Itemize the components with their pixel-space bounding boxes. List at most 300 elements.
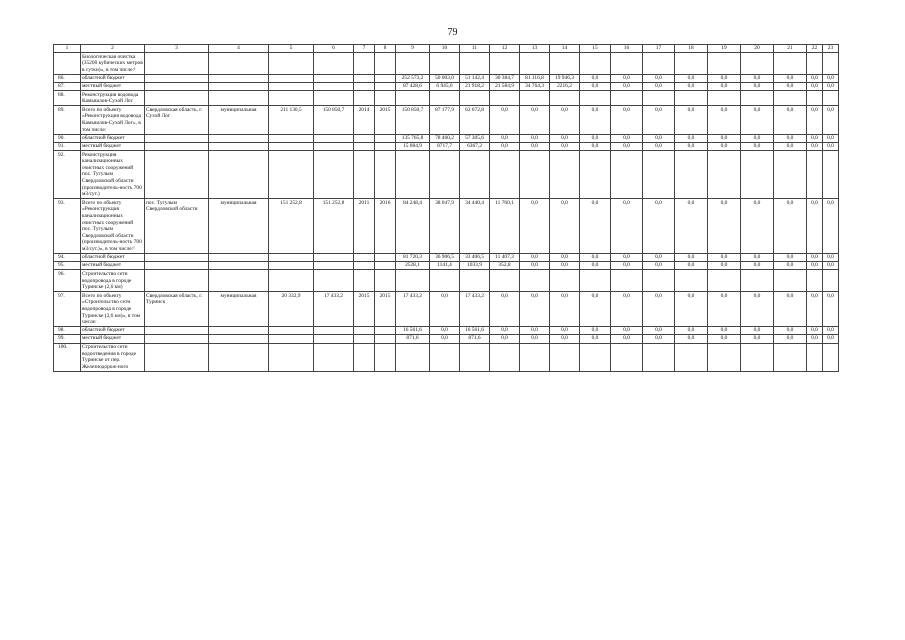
table-cell: 0,0 bbox=[580, 262, 611, 270]
table-cell bbox=[145, 327, 209, 335]
table-cell bbox=[314, 74, 354, 82]
table-cell bbox=[145, 134, 209, 142]
table-cell bbox=[611, 270, 643, 292]
table-cell: 34 440,4 bbox=[460, 199, 490, 254]
table-cell bbox=[460, 270, 490, 292]
table-row bbox=[54, 74, 839, 82]
table-cell: 0,0 bbox=[611, 106, 643, 134]
row-label-cell: Биологическая очистка (35200 кубических метров в сутки)», в том числе:¹ bbox=[82, 53, 143, 73]
table-cell bbox=[354, 254, 375, 262]
row-number-cell: 89. bbox=[54, 106, 81, 134]
table-cell: 0,0 bbox=[675, 134, 708, 142]
table-row bbox=[54, 82, 839, 90]
table-cell bbox=[741, 270, 774, 292]
column-header: 11 bbox=[460, 45, 490, 53]
table-cell bbox=[145, 254, 209, 262]
column-header: 14 bbox=[550, 45, 580, 53]
table-cell: 0,0 bbox=[708, 199, 741, 254]
table-cell: 0,0 bbox=[675, 335, 708, 343]
table-cell bbox=[375, 142, 396, 150]
table-cell bbox=[741, 343, 774, 371]
table-cell bbox=[209, 254, 269, 262]
table-cell: 151 252,8 bbox=[269, 199, 314, 254]
table-cell bbox=[396, 343, 430, 371]
table-cell bbox=[430, 270, 460, 292]
table-cell bbox=[611, 343, 643, 371]
table-cell: 0,0 bbox=[807, 254, 823, 262]
table-cell bbox=[314, 343, 354, 371]
table-cell bbox=[209, 142, 269, 150]
table-cell: 0,0 bbox=[774, 327, 807, 335]
row-number-cell: 93. bbox=[54, 199, 81, 254]
table-cell: 0,0 bbox=[643, 74, 675, 82]
table-cell: 0,0 bbox=[520, 262, 550, 270]
row-number-cell: 100. bbox=[54, 343, 81, 371]
table-cell: 0,0 bbox=[550, 327, 580, 335]
table-cell: 0,0 bbox=[708, 292, 741, 327]
table-cell: 2528,1 bbox=[396, 262, 430, 270]
table-cell bbox=[550, 151, 580, 199]
table-cell: 0,0 bbox=[550, 142, 580, 150]
table-cell: 0,0 bbox=[774, 106, 807, 134]
table-cell bbox=[375, 91, 396, 106]
table-row bbox=[54, 262, 839, 270]
table-row bbox=[54, 142, 839, 150]
table-cell: 30 384,7 bbox=[490, 74, 520, 82]
table-cell: 11 407,3 bbox=[490, 254, 520, 262]
table-cell bbox=[580, 343, 611, 371]
table-cell: 0,0 bbox=[823, 142, 839, 150]
table-cell: 0,0 bbox=[580, 74, 611, 82]
table-cell: 0,0 bbox=[490, 142, 520, 150]
column-header: 4 bbox=[209, 45, 269, 53]
table-cell bbox=[354, 53, 375, 75]
table-cell bbox=[314, 53, 354, 75]
table-cell bbox=[145, 270, 209, 292]
table-cell bbox=[314, 151, 354, 199]
table-cell bbox=[708, 343, 741, 371]
table-cell: 50 003,0 bbox=[430, 74, 460, 82]
table-cell bbox=[430, 151, 460, 199]
table-cell bbox=[375, 343, 396, 371]
table-cell bbox=[430, 91, 460, 106]
table-body bbox=[54, 53, 839, 372]
table-cell bbox=[807, 151, 823, 199]
table-cell: 1141,4 bbox=[430, 262, 460, 270]
table-row bbox=[54, 106, 839, 134]
table-cell: 871,6 bbox=[396, 335, 430, 343]
table-cell: 0,0 bbox=[611, 335, 643, 343]
table-cell bbox=[580, 91, 611, 106]
table-cell: 0,0 bbox=[708, 254, 741, 262]
table-cell: 0,0 bbox=[580, 335, 611, 343]
table-cell bbox=[823, 151, 839, 199]
table-cell bbox=[550, 91, 580, 106]
column-header: 15 bbox=[580, 45, 611, 53]
table-cell bbox=[430, 343, 460, 371]
table-cell bbox=[269, 74, 314, 82]
table-cell bbox=[209, 134, 269, 142]
table-cell: 84 248,4 bbox=[396, 199, 430, 254]
table-cell bbox=[145, 262, 209, 270]
table-cell: 0,0 bbox=[823, 199, 839, 254]
table-cell bbox=[145, 343, 209, 371]
table-cell: 0,0 bbox=[675, 142, 708, 150]
table-cell bbox=[396, 270, 430, 292]
table-cell: 0,0 bbox=[430, 335, 460, 343]
table-cell bbox=[314, 327, 354, 335]
table-cell: 0,0 bbox=[741, 254, 774, 262]
table-cell bbox=[314, 134, 354, 142]
table-cell bbox=[375, 254, 396, 262]
table-cell bbox=[396, 53, 430, 75]
table-cell: 33 406,5 bbox=[460, 254, 490, 262]
table-cell: 0,0 bbox=[823, 327, 839, 335]
table-cell bbox=[375, 82, 396, 90]
table-cell: 0,0 bbox=[550, 335, 580, 343]
table-cell: 0,0 bbox=[807, 262, 823, 270]
table-cell: муниципальная bbox=[209, 199, 269, 254]
table-cell bbox=[823, 53, 839, 75]
table-cell bbox=[823, 270, 839, 292]
table-cell bbox=[520, 53, 550, 75]
table-cell: 0,0 bbox=[611, 199, 643, 254]
table-cell bbox=[269, 343, 314, 371]
table-cell bbox=[209, 343, 269, 371]
row-label-cell: Реконструкция канализационных очистных сооружений пос. Тугулым Свердловской области (производитель-ность 700 м3/сут.) bbox=[81, 151, 145, 199]
table-cell bbox=[460, 151, 490, 199]
row-label-cell: Строительство сети водоотведения в городе Туринске от пер. Железнодорож-ного bbox=[81, 343, 145, 371]
row-number-cell: 99. bbox=[54, 335, 81, 343]
table-cell bbox=[490, 91, 520, 106]
table-cell: 2015 bbox=[375, 106, 396, 134]
table-cell bbox=[375, 134, 396, 142]
table-cell bbox=[460, 91, 490, 106]
table-cell: 0,0 bbox=[643, 292, 675, 327]
table-cell: 0,0 bbox=[741, 262, 774, 270]
table-cell: 0,0 bbox=[823, 106, 839, 134]
column-header: 18 bbox=[675, 45, 708, 53]
table-cell: 0,0 bbox=[774, 335, 807, 343]
table-cell: 352,8 bbox=[490, 262, 520, 270]
table-cell bbox=[741, 91, 774, 106]
table-cell bbox=[354, 74, 375, 82]
table-cell: 0,0 bbox=[611, 142, 643, 150]
table-cell: 0,0 bbox=[490, 134, 520, 142]
table-cell: 135 765,8 bbox=[396, 134, 430, 142]
row-number-cell: 90. bbox=[54, 134, 81, 142]
table-cell: 0,0 bbox=[807, 74, 823, 82]
table-cell bbox=[314, 91, 354, 106]
table-cell bbox=[375, 74, 396, 82]
table-cell: 150 850,7 bbox=[396, 106, 430, 134]
row-number-cell bbox=[54, 53, 81, 75]
table-cell bbox=[774, 270, 807, 292]
table-cell: 87 428,6 bbox=[396, 82, 430, 90]
table-cell: 36 906,5 bbox=[430, 254, 460, 262]
table-cell: 0,0 bbox=[675, 82, 708, 90]
row-number-cell: 91. bbox=[54, 142, 81, 150]
row-number-cell: 96. bbox=[54, 270, 81, 292]
table-cell: муниципальная bbox=[209, 106, 269, 134]
table-cell: 0,0 bbox=[774, 134, 807, 142]
table-cell bbox=[396, 91, 430, 106]
table-cell bbox=[490, 53, 520, 75]
table-cell bbox=[675, 343, 708, 371]
table-cell: 0,0 bbox=[774, 292, 807, 327]
table-cell bbox=[145, 335, 209, 343]
table-cell: 0,0 bbox=[520, 106, 550, 134]
table-cell bbox=[269, 335, 314, 343]
table-cell bbox=[520, 270, 550, 292]
table-cell: 0,0 bbox=[430, 292, 460, 327]
table-cell bbox=[269, 134, 314, 142]
table-cell bbox=[354, 262, 375, 270]
row-number-cell: 87. bbox=[54, 82, 81, 90]
row-label-cell: Всего по объекту «Реконструкция канализационных очистных сооружений пос. Тугулым Свердловской области (производитель-ность 700 м3/сут.)», в том числе:¹ bbox=[81, 199, 145, 254]
table-cell bbox=[774, 91, 807, 106]
table-row bbox=[54, 151, 839, 199]
table-cell: 0,0 bbox=[741, 199, 774, 254]
table-cell bbox=[550, 343, 580, 371]
table-cell bbox=[269, 327, 314, 335]
table-cell bbox=[675, 91, 708, 106]
table-cell: 0,0 bbox=[611, 292, 643, 327]
table-cell: 0,0 bbox=[643, 134, 675, 142]
table-cell: 0,0 bbox=[643, 142, 675, 150]
budget-table bbox=[53, 44, 839, 372]
table-cell: 0,0 bbox=[520, 142, 550, 150]
row-label-cell: Строительство сети водопровода в городе Туринске (2,6 км) bbox=[81, 270, 145, 292]
table-cell bbox=[675, 151, 708, 199]
table-cell bbox=[643, 53, 675, 75]
table-cell: 0,0 bbox=[490, 327, 520, 335]
table-cell bbox=[145, 91, 209, 106]
table-cell: 0,0 bbox=[580, 292, 611, 327]
table-cell bbox=[774, 53, 807, 75]
table-cell: 21 584,9 bbox=[490, 82, 520, 90]
table-cell: 38 047,9 bbox=[430, 199, 460, 254]
table-cell bbox=[269, 91, 314, 106]
row-label-cell: областной бюджет bbox=[81, 134, 145, 142]
column-header: 12 bbox=[490, 45, 520, 53]
row-number-cell: 95. bbox=[54, 262, 81, 270]
table-cell: 0,0 bbox=[643, 335, 675, 343]
column-header: 9 bbox=[396, 45, 430, 53]
table-cell bbox=[354, 151, 375, 199]
table-cell: 20 332,9 bbox=[269, 292, 314, 327]
table-cell: 0,0 bbox=[741, 335, 774, 343]
table-cell: 17 433,2 bbox=[396, 292, 430, 327]
table-cell: 2015 bbox=[375, 292, 396, 327]
table-cell: пос. Тугулым Свердловской области bbox=[145, 199, 209, 254]
column-header: 23 bbox=[823, 45, 839, 53]
table-row bbox=[54, 91, 839, 106]
table-cell bbox=[375, 262, 396, 270]
table-cell bbox=[269, 254, 314, 262]
table-cell: 0,0 bbox=[675, 262, 708, 270]
table-cell bbox=[209, 262, 269, 270]
table-cell bbox=[520, 91, 550, 106]
table-cell: 81 720,3 bbox=[396, 254, 430, 262]
table-cell bbox=[520, 151, 550, 199]
table-cell bbox=[550, 53, 580, 75]
table-cell bbox=[354, 134, 375, 142]
table-cell: 6367,2 bbox=[460, 142, 490, 150]
table-cell bbox=[774, 343, 807, 371]
table-cell: 0,0 bbox=[520, 327, 550, 335]
table-cell bbox=[145, 74, 209, 82]
table-cell: 0,0 bbox=[774, 74, 807, 82]
table-cell: 0,0 bbox=[807, 292, 823, 327]
table-cell: 150 850,7 bbox=[314, 106, 354, 134]
table-cell: 1033,9 bbox=[460, 262, 490, 270]
row-label-cell: местный бюджет bbox=[81, 335, 145, 343]
table-cell bbox=[580, 151, 611, 199]
column-header: 20 bbox=[741, 45, 774, 53]
table-cell bbox=[823, 91, 839, 106]
table-cell bbox=[209, 270, 269, 292]
table-cell bbox=[314, 82, 354, 90]
column-header: 1 bbox=[54, 45, 81, 53]
table-cell bbox=[269, 262, 314, 270]
table-cell bbox=[375, 270, 396, 292]
table-cell bbox=[314, 270, 354, 292]
table-cell: 0,0 bbox=[550, 262, 580, 270]
column-header: 22 bbox=[807, 45, 823, 53]
table-cell bbox=[611, 53, 643, 75]
table-cell bbox=[209, 151, 269, 199]
table-cell bbox=[354, 91, 375, 106]
table-cell: 0,0 bbox=[708, 74, 741, 82]
table-cell: 0,0 bbox=[823, 254, 839, 262]
column-header: 5 bbox=[269, 45, 314, 53]
column-header: 2 bbox=[81, 45, 145, 53]
table-cell: 0,0 bbox=[580, 199, 611, 254]
table-header-row bbox=[54, 45, 839, 53]
table-row bbox=[54, 327, 839, 335]
table-cell bbox=[807, 91, 823, 106]
table-cell bbox=[708, 151, 741, 199]
table-row bbox=[54, 134, 839, 142]
table-cell: 0,0 bbox=[807, 134, 823, 142]
table-cell bbox=[643, 270, 675, 292]
table-cell: 0,0 bbox=[807, 106, 823, 134]
table-row bbox=[54, 199, 839, 254]
table-cell: 0,0 bbox=[741, 292, 774, 327]
table-cell: 0,0 bbox=[708, 327, 741, 335]
table-cell: 0,0 bbox=[675, 74, 708, 82]
table-row bbox=[54, 53, 839, 75]
table-cell bbox=[375, 151, 396, 199]
table-row bbox=[54, 270, 839, 292]
row-label-cell: областной бюджет bbox=[81, 254, 145, 262]
table-cell bbox=[675, 53, 708, 75]
row-number-cell: 92. bbox=[54, 151, 81, 199]
table-cell: 0,0 bbox=[643, 254, 675, 262]
table-cell bbox=[807, 270, 823, 292]
table-cell: 0,0 bbox=[611, 327, 643, 335]
table-cell: 21 918,2 bbox=[460, 82, 490, 90]
table-cell: 0,0 bbox=[520, 134, 550, 142]
column-header: 3 bbox=[145, 45, 209, 53]
table-cell bbox=[209, 53, 269, 75]
table-cell: 0,0 bbox=[580, 82, 611, 90]
table-cell bbox=[314, 254, 354, 262]
table-cell: 0,0 bbox=[611, 262, 643, 270]
table-cell bbox=[145, 53, 209, 75]
table-cell: 0,0 bbox=[823, 82, 839, 90]
table-cell bbox=[354, 327, 375, 335]
table-cell: 0,0 bbox=[807, 335, 823, 343]
table-cell: 0,0 bbox=[611, 134, 643, 142]
table-cell: 2015 bbox=[354, 292, 375, 327]
table-cell bbox=[375, 327, 396, 335]
table-cell: 0,0 bbox=[741, 142, 774, 150]
table-cell: 0,0 bbox=[490, 292, 520, 327]
table-cell bbox=[741, 151, 774, 199]
column-header: 8 bbox=[375, 45, 396, 53]
table-cell bbox=[209, 74, 269, 82]
table-cell: 0,0 bbox=[708, 335, 741, 343]
table-cell: 0,0 bbox=[675, 327, 708, 335]
table-cell: 51 142,4 bbox=[460, 74, 490, 82]
table-cell: 87 177,9 bbox=[430, 106, 460, 134]
table-cell bbox=[209, 82, 269, 90]
column-header: 21 bbox=[774, 45, 807, 53]
table-cell: 211 130,5 bbox=[269, 106, 314, 134]
table-cell: 0,0 bbox=[675, 199, 708, 254]
table-cell: 0,0 bbox=[520, 199, 550, 254]
table-cell bbox=[396, 151, 430, 199]
table-cell: 17 433,2 bbox=[314, 292, 354, 327]
table-cell: 0,0 bbox=[774, 262, 807, 270]
table-cell: 2216,2 bbox=[550, 82, 580, 90]
table-cell bbox=[314, 142, 354, 150]
table-cell: 0,0 bbox=[823, 262, 839, 270]
row-label-cell: Реконструкция водовода Камышлов-Сухой Лог bbox=[81, 91, 145, 106]
table-cell: 0,0 bbox=[741, 134, 774, 142]
table-cell bbox=[145, 82, 209, 90]
table-cell bbox=[145, 142, 209, 150]
table-cell: 0,0 bbox=[611, 254, 643, 262]
table-cell bbox=[354, 142, 375, 150]
table-cell bbox=[209, 327, 269, 335]
row-number-cell: 98. bbox=[54, 327, 81, 335]
table-cell bbox=[460, 343, 490, 371]
table-cell bbox=[741, 53, 774, 75]
table-cell: 0,0 bbox=[643, 82, 675, 90]
table-cell: 15 084,9 bbox=[396, 142, 430, 150]
table-cell: 0,0 bbox=[823, 335, 839, 343]
table-cell: 0,0 bbox=[774, 142, 807, 150]
table-cell: 0,0 bbox=[823, 134, 839, 142]
column-header: 17 bbox=[643, 45, 675, 53]
table-cell bbox=[490, 270, 520, 292]
table-cell bbox=[314, 335, 354, 343]
column-header: 19 bbox=[708, 45, 741, 53]
table-cell bbox=[708, 270, 741, 292]
table-cell bbox=[269, 151, 314, 199]
table-cell: 0,0 bbox=[550, 292, 580, 327]
column-header: 10 bbox=[430, 45, 460, 53]
table-cell: 78 460,2 bbox=[430, 134, 460, 142]
table-cell: 0,0 bbox=[708, 142, 741, 150]
table-cell: 0,0 bbox=[708, 262, 741, 270]
table-cell: 0,0 bbox=[580, 327, 611, 335]
table-cell: 0,0 bbox=[774, 254, 807, 262]
table-cell: муниципальная bbox=[209, 292, 269, 327]
